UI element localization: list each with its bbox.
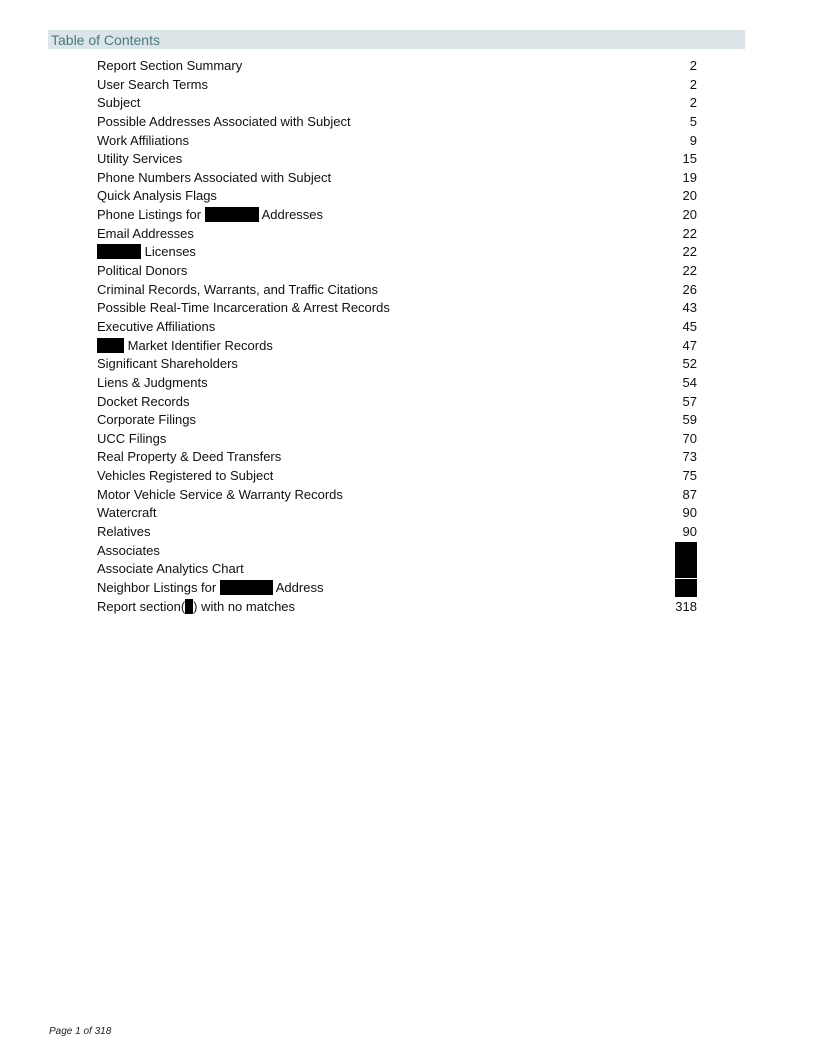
toc-entry-label (97, 243, 196, 262)
toc-entry-label (97, 598, 295, 617)
toc-entry-quick-analysis-flags[interactable] (97, 187, 697, 206)
toc-entry-label-end: Licenses (144, 244, 196, 260)
redaction-block (675, 579, 697, 597)
toc-entry-page: 9 (689, 132, 697, 148)
toc-entry-label: Subject (97, 95, 141, 111)
toc-entry-page: 70 (682, 430, 697, 446)
toc-entry-label: Phone Numbers Associated with Subject (97, 169, 332, 185)
toc-entry-licenses[interactable] (97, 243, 697, 262)
toc-entry-page: 90 (682, 524, 697, 540)
toc-entry-page (675, 579, 697, 599)
toc-entry-criminal-records[interactable] (97, 281, 697, 300)
toc-entry-label: Liens & Judgments (97, 374, 208, 390)
toc-entry-page: 87 (682, 486, 697, 502)
toc-entry-page (675, 560, 697, 580)
toc-entry-page: 20 (682, 207, 697, 223)
toc-entry-associates[interactable] (97, 542, 697, 561)
toc-entry-email-addresses[interactable] (97, 225, 697, 244)
toc-entry-label-end: Addresses (261, 207, 324, 223)
redaction-block (675, 560, 697, 578)
toc-entry-market-identifier[interactable] (97, 337, 697, 356)
toc-entry-page: 2 (689, 95, 697, 111)
redaction-block (675, 542, 697, 560)
toc-entry-vehicle-service[interactable] (97, 486, 697, 505)
toc-entry-phone-listings[interactable] (97, 206, 697, 225)
redaction-block (185, 599, 193, 614)
toc-entry-subject[interactable] (97, 94, 697, 113)
toc-entry-page: 75 (682, 468, 697, 484)
toc-entry-label-start: Neighbor Listings for (97, 579, 217, 595)
toc-entry-page: 57 (682, 393, 697, 409)
toc-entry-label (97, 206, 323, 225)
toc-entry-no-matches[interactable] (97, 598, 697, 617)
redaction-block (97, 338, 124, 353)
toc-entry-work-affiliations[interactable] (97, 132, 697, 151)
toc-entry-associate-analytics[interactable] (97, 560, 697, 579)
toc-entry-label: Possible Real-Time Incarceration & Arrest Records (97, 300, 390, 316)
toc-entry-label: Associates (97, 542, 160, 558)
toc-entry-executive-affiliations[interactable] (97, 318, 697, 337)
toc-entry-label: Associate Analytics Chart (97, 561, 244, 577)
toc-entry-ucc-filings[interactable] (97, 430, 697, 449)
toc-entry-page: 318 (675, 598, 697, 614)
toc-entry-label: Relatives (97, 524, 151, 540)
toc-entry-page (675, 542, 697, 562)
toc-entry-phone-numbers[interactable] (97, 169, 697, 188)
page-title: Table of Contents (51, 32, 160, 48)
toc-entry-relatives[interactable] (97, 523, 697, 542)
toc-entry-significant-shareholders[interactable] (97, 355, 697, 374)
toc-entry-label-start: Phone Listings for (97, 207, 202, 223)
toc-entry-label: Criminal Records, Warrants, and Traffic Citations (97, 281, 379, 297)
toc-entry-page: 5 (689, 113, 697, 129)
toc-entry-label: Significant Shareholders (97, 356, 238, 372)
toc-entry-label-end: Market Identifier Records (127, 337, 273, 353)
toc-entry-report-section-summary[interactable] (97, 57, 697, 76)
toc-entry-label: Political Donors (97, 263, 188, 279)
toc-entry-page: 2 (689, 76, 697, 92)
toc-entry-label: Vehicles Registered to Subject (97, 468, 274, 484)
toc-entry-label: Watercraft (97, 505, 157, 521)
toc-entry-page: 15 (682, 151, 697, 167)
redaction-block (220, 580, 273, 595)
toc-entry-vehicles[interactable] (97, 467, 697, 486)
toc-entry-label (97, 579, 323, 598)
toc-entry-political-donors[interactable] (97, 262, 697, 281)
toc-entry-label: Email Addresses (97, 225, 194, 241)
redaction-block (205, 207, 259, 222)
toc-entry-docket-records[interactable] (97, 393, 697, 412)
toc-entry-incarceration-arrest[interactable] (97, 299, 697, 318)
table-of-contents (97, 57, 697, 616)
redaction-block (97, 244, 141, 259)
toc-entry-label (97, 337, 273, 356)
toc-entry-label: Possible Addresses Associated with Subject (97, 113, 351, 129)
toc-entry-possible-addresses[interactable] (97, 113, 697, 132)
toc-entry-page: 22 (682, 225, 697, 241)
toc-entry-page: 22 (682, 244, 697, 260)
toc-entry-user-search-terms[interactable] (97, 76, 697, 95)
toc-entry-page: 47 (682, 337, 697, 353)
toc-entry-label: Quick Analysis Flags (97, 188, 217, 204)
page-number-footer: Page 1 of 318 (49, 1026, 112, 1037)
toc-entry-label-start: Report section( (97, 598, 186, 614)
toc-entry-label-end: Address (275, 579, 324, 595)
toc-entry-page: 19 (682, 169, 697, 185)
toc-header-bar (48, 30, 745, 49)
toc-entry-label: Utility Services (97, 151, 183, 167)
toc-entry-utility-services[interactable] (97, 150, 697, 169)
toc-entry-real-property[interactable] (97, 448, 697, 467)
toc-entry-label: Work Affiliations (97, 132, 190, 148)
toc-entry-page: 45 (682, 318, 697, 334)
toc-entry-label: Report Section Summary (97, 58, 243, 73)
toc-entry-label: User Search Terms (97, 76, 209, 92)
toc-entry-watercraft[interactable] (97, 504, 697, 523)
toc-entry-page: 26 (682, 281, 697, 297)
toc-entry-label: Docket Records (97, 393, 190, 409)
toc-entry-label: Corporate Filings (97, 412, 196, 428)
toc-entry-label: Executive Affiliations (97, 318, 216, 334)
toc-entry-label: UCC Filings (97, 430, 167, 446)
toc-entry-liens-judgments[interactable] (97, 374, 697, 393)
toc-entry-page: 59 (682, 412, 697, 428)
toc-entry-page: 22 (682, 263, 697, 279)
toc-entry-label: Motor Vehicle Service & Warranty Records (97, 486, 343, 502)
toc-entry-neighbor-listings[interactable] (97, 579, 697, 598)
toc-entry-page: 52 (682, 356, 697, 372)
toc-entry-page: 2 (689, 58, 697, 73)
toc-entry-page: 20 (682, 188, 697, 204)
toc-entry-page: 54 (682, 374, 697, 390)
toc-entry-label: Real Property & Deed Transfers (97, 449, 282, 465)
toc-entry-page: 73 (682, 449, 697, 465)
toc-entry-corporate-filings[interactable] (97, 411, 697, 430)
toc-entry-label-end: ) with no matches (193, 598, 296, 614)
toc-entry-page: 43 (682, 300, 697, 316)
toc-entry-page: 90 (682, 505, 697, 521)
